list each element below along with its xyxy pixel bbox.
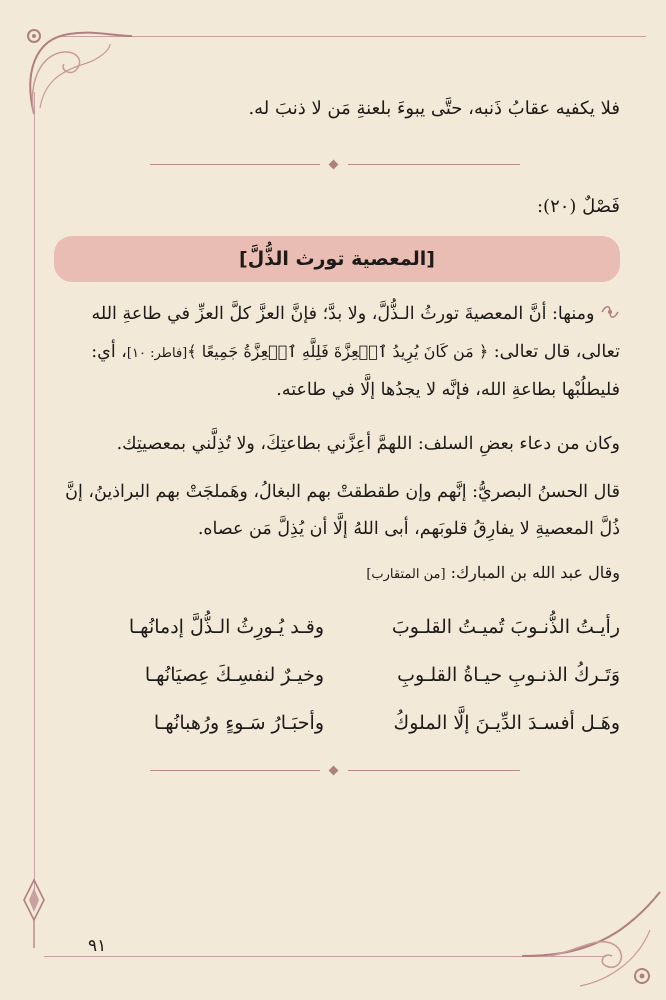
side-ornament-bottom-left [14,870,54,950]
verse-second-half: وقـد يُـورِثُ الـذُّلَّ إدمانُهـا [128,616,324,638]
section-title: [المعصية تورث الذُّلَّ] [239,248,435,270]
paragraph-1 [54,296,620,409]
flower-ornament-icon [600,296,620,333]
frame-left-line [34,92,35,902]
verse-first-half: رأيـتُ الذُّنـوبَ تُميـتُ القلـوبَ [391,616,620,638]
poem-verse [54,712,620,752]
paragraph-2: وكان من دعاء بعضِ السلف: اللهمَّ أعِزَّني بطاعتِكَ، ولا تُذِلَّني بمعصيتِك. [116,434,620,454]
paragraph-3: قال الحسنُ البصريُّ: إنَّهم وإن طقطقتْ بهم البغالُ، وهَملجَتْ بهم البراذينُ، إنَّ ذُلَّ المعصيةِ لا يفارِقُ قلوبَهم، أبى اللهُ إلَّا أن يُذِلَّ مَن عصاه. [65,482,620,539]
section-divider [150,764,520,778]
paragraph-1-tail: ، أي: فليطلُبْها بطاعةِ الله، فإنَّه لا يجدُها إلَّا في طاعته. [91,342,620,400]
paragraph-1-lead: ومنها: أنَّ المعصيةَ تورثُ الـذُّلَّ، ولا بدَّ؛ فإنَّ العزَّ كلَّ العزِّ في طاعةِ الله تعالى، قال تعالى: [91,304,620,362]
quran-verse: ﴿ مَن كَانَ يُرِيدُ ٱلۡعِزَّةَ فَلِلَّهِ ٱلۡعِزَّةُ جَمِيعًا ﴾ [187,342,489,361]
verse-first-half: وَتَـركُ الذنـوبِ حيـاةُ القلـوبِ [397,664,620,686]
verse-second-half: وأحبَـارُ سَـوءٍ ورُهبانُهـا [153,712,324,734]
frame-top-line [58,36,646,37]
section-label: فَصْلٌ (٢٠): [536,196,620,217]
poem-meter: [من المتقارب] [366,567,446,582]
poem-verse [54,664,620,704]
page-number: ٩١ [88,936,107,956]
poem-verse [54,616,620,656]
opening-line: فلا يكفيه عقابُ ذَنبه، حتَّى يبوءَ بلعنةِ مَن لا ذنبَ له. [248,98,620,119]
corner-ornament-bottom-right [520,890,666,1000]
verse-second-half: وخيـرٌ لنفسِـكَ عِصيَانُهـا [144,664,324,686]
verse-reference: [فاطر: ١٠] [126,346,188,361]
section-divider [150,158,520,172]
section-title-banner [54,236,620,282]
verse-first-half: وهَـل أفسـدَ الدِّيـنَ إلَّا الملوكُ [393,712,620,734]
poem-intro [54,563,620,582]
poem-intro-text: وقال عبد الله بن المبارك: [445,563,620,582]
